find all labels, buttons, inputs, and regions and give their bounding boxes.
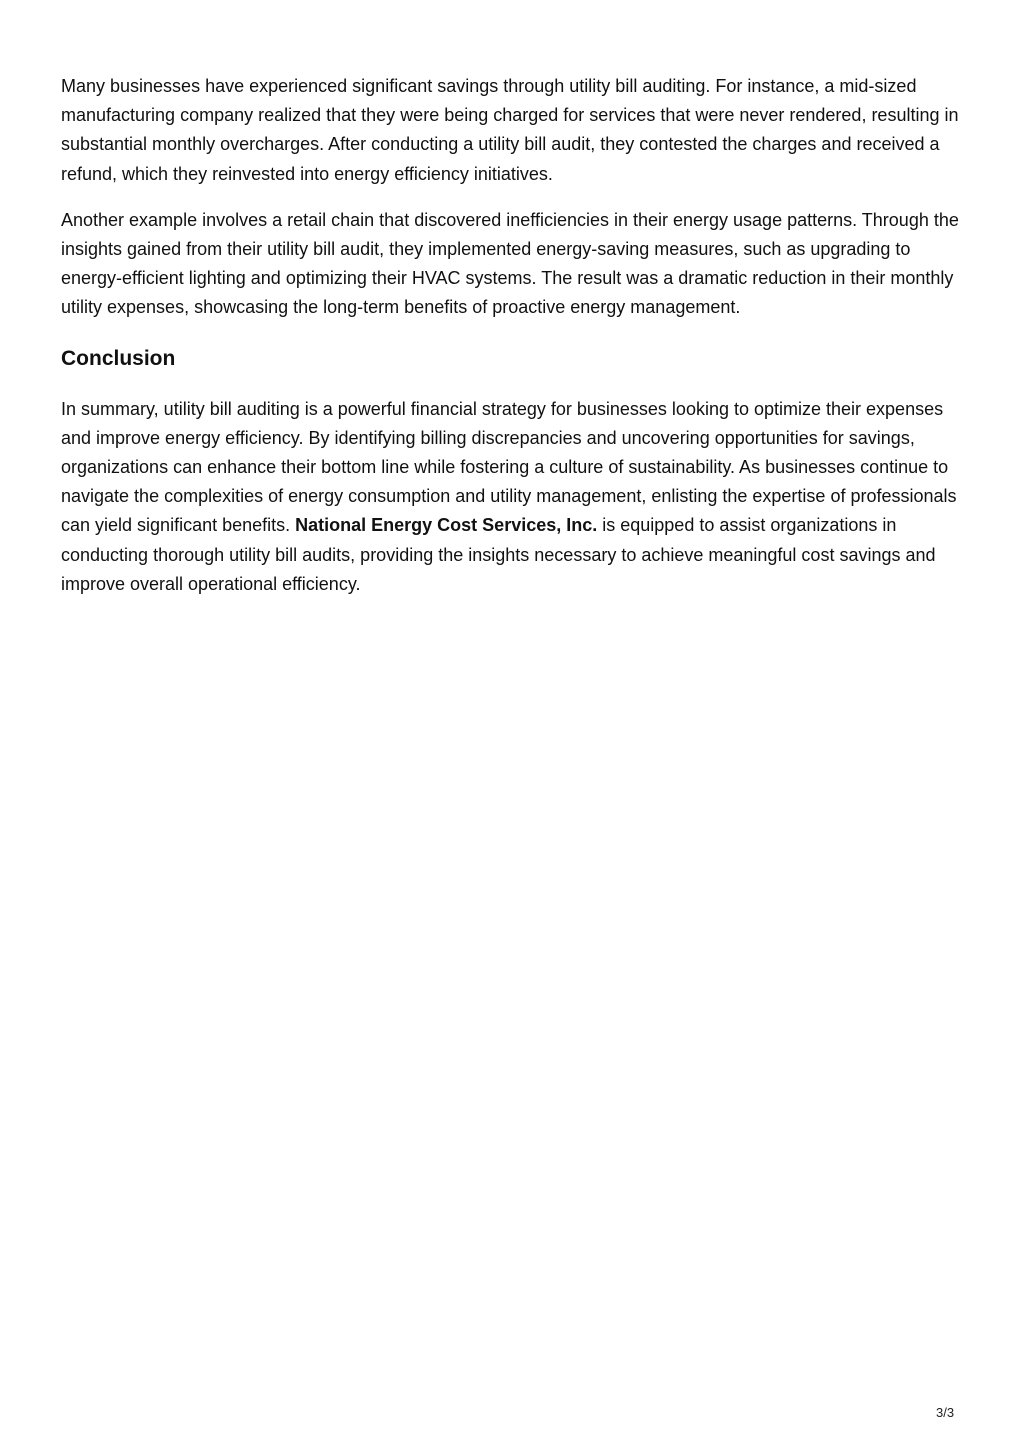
paragraph-manufacturing-example: Many businesses have experienced significant savings through utility bill auditing. For instance, a mid-sized manufacturing company realized that they were being charged for services that were never rendered, resulting in substantial monthly overcharges. After conducting a utility bill audit, they contested the charges and received a refund, which they reinvested into energy efficiency initiatives. (61, 76, 959, 184)
document-body (61, 72, 971, 616)
paragraph-retail-example: Another example involves a retail chain that discovered inefficiencies in their energy usage patterns. Through the insights gained from their utility bill audit, they implemented energy-saving measures, such as upgrading to energy-efficient lighting and optimizing their HVAC systems. The result was a dramatic reduction in their monthly utility expenses, showcasing the long-term benefits of proactive energy management. (61, 209, 959, 318)
paragraph-conclusion (61, 395, 971, 599)
company-name: National Energy Cost Services, Inc. (295, 515, 598, 536)
conclusion-text-start: In summary, utility bill auditing is a powerful financial strategy for businesses looking to optimize their expenses and improve energy efficiency. By identifying billing discrepancies and uncovering opportunities for savings, organizations can enhance their bottom line while fostering a culture of sustainability. As businesses continue to navigate the complexities of energy consumption and utility management, enlisting the expertise of professionals can yield significant benefits. (61, 398, 957, 536)
conclusion-text-end: is equipped to assist organizations in conducting thorough utility bill audits, providing the insights necessary to achieve meaningful cost savings and improve overall operational efficiency. (61, 515, 936, 594)
section-heading-conclusion: Conclusion (61, 346, 176, 370)
page-number: 3/3 (936, 1405, 955, 1420)
